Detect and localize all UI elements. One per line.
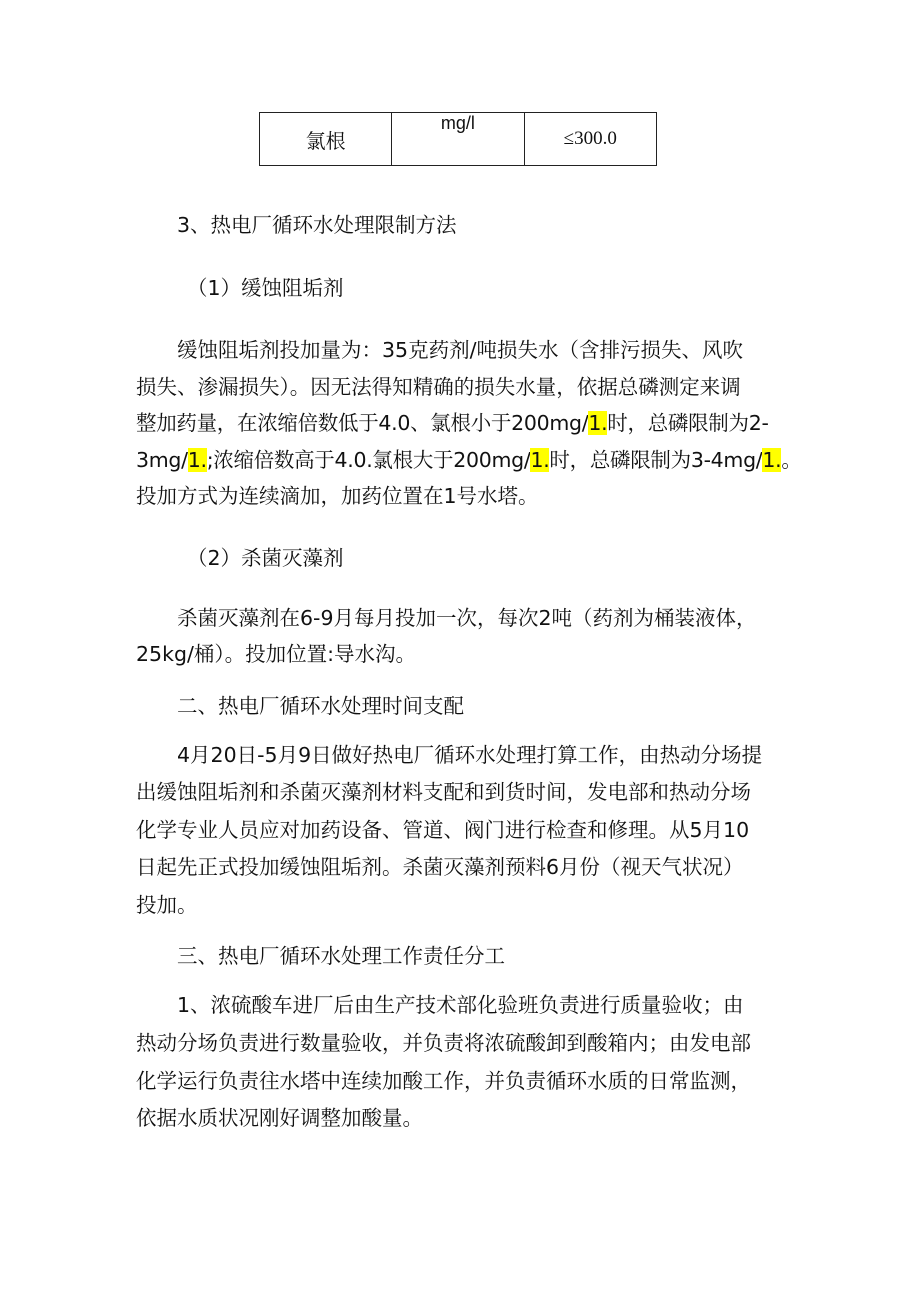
- highlighted-unit: 1.: [187, 448, 207, 472]
- table-cell-unit: mg/l: [392, 113, 524, 166]
- text-span: 。: [781, 448, 802, 472]
- subsection-2-heading: （2）杀菌灭藻剂: [187, 546, 344, 570]
- paragraph-line: 投加。: [136, 893, 198, 917]
- highlighted-unit: 1.: [530, 448, 550, 472]
- table-cell-item: 氯根: [260, 113, 392, 166]
- subsection-1-heading: （1）缓蚀阻垢剂: [187, 276, 344, 300]
- text-span: 3mg/: [136, 448, 188, 472]
- chloride-table: [259, 112, 657, 166]
- paragraph-line: 1、浓硫酸车进厂后由生产技术部化验班负责进行质量验收；由: [177, 993, 744, 1017]
- paragraph-line: 投加方式为连续滴加，加药位置在1号水塔。: [136, 484, 539, 508]
- paragraph-line: 缓蚀阻垢剂投加量为：35克药剂/吨损失水（含排污损失、风吹: [177, 338, 743, 362]
- section-two-heading: 二、热电厂循环水处理时间支配: [177, 694, 464, 718]
- text-span: 时，总磷限制为2-: [607, 411, 769, 435]
- paragraph-line: 损失、渗漏损失）。因无法得知精确的损失水量，依据总磷测定来调: [136, 375, 741, 399]
- text-span: 时，总磷限制为3-4mg/: [549, 448, 763, 472]
- paragraph-line: 4月20日-5月9日做好热电厂循环水处理打算工作，由热动分场提: [177, 743, 763, 767]
- text-span: 整加药量，在浓缩倍数低于4.0、氯根小于200mg/: [136, 411, 589, 435]
- section-three-heading: 三、热电厂循环水处理工作责任分工: [177, 944, 505, 968]
- paragraph-line: 25kg/桶）。投加位置:导水沟。: [136, 642, 417, 666]
- paragraph-line: 化学专业人员应对加药设备、管道、阀门进行检查和修理。从5月10: [136, 818, 750, 842]
- table-cell-limit: ≤300.0: [524, 113, 656, 166]
- paragraph-line: 杀菌灭藻剂在6-9月每月投加一次，每次2吨（药剂为桶装液体，: [177, 606, 757, 630]
- table-row: [260, 113, 657, 166]
- paragraph-line: 日起先正式投加缓蚀阻垢剂。杀菌灭藻剂预料6月份（视天气状况）: [136, 855, 744, 879]
- text-span: ;浓缩倍数高于4.0.氯根大于200mg/: [206, 448, 531, 472]
- section-3-heading: 3、热电厂循环水处理限制方法: [177, 213, 457, 237]
- paragraph-line: [136, 446, 802, 474]
- paragraph-line: 依据水质状况刚好调整加酸量。: [136, 1106, 423, 1130]
- paragraph-line: 热动分场负责进行数量验收，并负责将浓硫酸卸到酸箱内；由发电部: [136, 1031, 751, 1055]
- paragraph-line: 化学运行负责往水塔中连续加酸工作，并负责循环水质的日常监测，: [136, 1069, 751, 1093]
- paragraph-line: 出缓蚀阻垢剂和杀菌灭藻剂材料支配和到货时间，发电部和热动分场: [136, 780, 751, 804]
- highlighted-unit: 1.: [588, 411, 608, 435]
- paragraph-line: [136, 409, 769, 437]
- highlighted-unit: 1.: [762, 448, 782, 472]
